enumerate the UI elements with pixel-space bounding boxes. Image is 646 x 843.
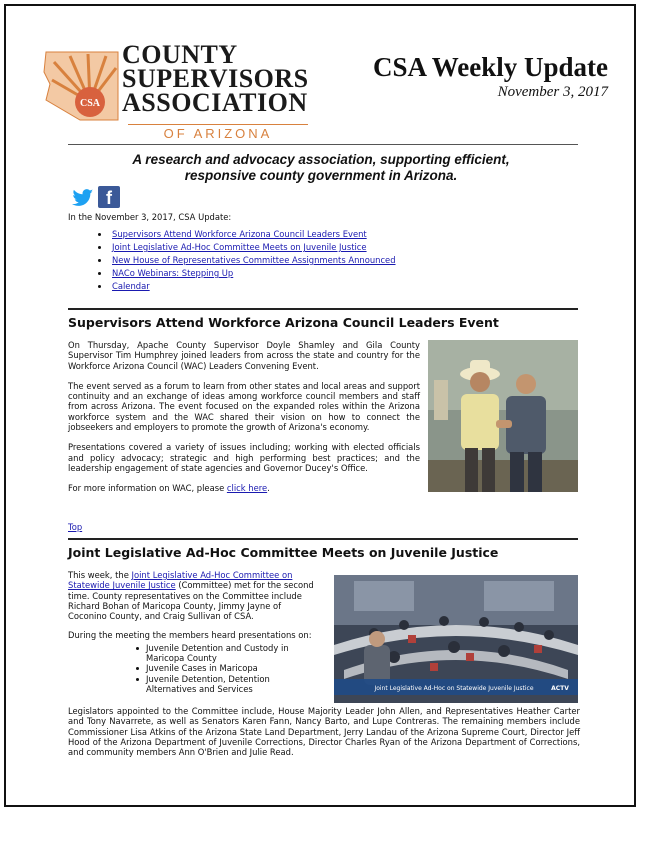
issue-intro: In the November 3, 2017, CSA Update: [68,212,232,222]
committee-meeting-photo [334,575,578,703]
section-title-juvenile-justice: Joint Legislative Ad-Hoc Committee Meets on Juvenile Justice [68,545,499,560]
paragraph: Presentations covered a variety of issues including; working with elected officials and policy advocacy; strategic and high performing best practices; and the leadership engagement of state agencies and Governor Ducey's Office. [68,442,420,473]
newsletter-title: CSA Weekly Update [372,52,608,82]
text: For more information on WAC, please [68,483,227,494]
list-item: Juvenile Detention, Detention Alternatives and Services [136,674,320,695]
logo-text-association: ASSOCIATION [122,88,308,117]
text: (Committee) met for the second time. County representatives on the Committee include Richard Bohan of Maricopa County, Jimmy Jayne of Coconino County, and Craig Sullivan of CSA. [68,580,314,622]
facebook-icon[interactable]: f [98,186,120,208]
tagline: A research and advocacy association, supporting efficient, responsive county government in Arizona. [132,152,510,183]
photo-illustration [334,575,578,703]
table-of-contents [98,228,396,293]
section-title-workforce: Supervisors Attend Workforce Arizona Council Leaders Event [68,315,499,330]
logo-text-of-arizona: OF ARIZONA [163,126,273,141]
top-link-text[interactable]: Top [68,522,83,532]
paragraph: During the meeting the members heard presentations on: [68,630,312,641]
arizona-emblem-icon [40,44,124,124]
logo-text-supervisors: SUPERVISORS [122,64,309,93]
section-divider [68,538,578,540]
header [6,6,634,156]
logo-divider [128,124,308,125]
toc-link-workforce[interactable]: Supervisors Attend Workforce Arizona Council Leaders Event [112,229,367,239]
emblem-text: CSA [79,98,101,109]
list-item: Juvenile Detention and Custody in Maricopa County [136,643,320,664]
section-divider [68,308,578,310]
toc-item [98,267,396,280]
newsletter-page [4,4,636,807]
photo-illustration [428,340,578,492]
toc-item [98,241,396,254]
paragraph: The event served as a forum to learn from other states and local areas and support continuity and an exchange of ideas among workforce council members and staff from across Arizona. The event focused on the expanded roles within the Arizona workforce system and the WAC shared their vision on how to connect the jobseekers and employers to promote the growth of Arizona's economy. [68,380,420,433]
photo-caption: Joint Legislative Ad-Hoc on Statewide Juvenile Justice [374,685,534,692]
toc-item [98,254,396,267]
logo-text-county: COUNTY [122,40,238,69]
workforce-event-photo [428,340,578,492]
twitter-icon[interactable] [72,188,94,208]
wac-click-here-link[interactable]: click here [226,483,268,494]
paragraph [68,483,420,493]
list-item: Juvenile Cases in Maricopa [136,663,320,673]
section-body-juvenile-justice [68,570,320,694]
presentation-list [68,643,320,694]
toc-item [98,228,396,241]
toc-item [98,280,396,293]
newsletter-date: November 3, 2017 [497,84,608,100]
csa-logo [40,40,309,144]
paragraph [68,570,320,621]
section-body-workforce [68,340,420,504]
committee-link[interactable]: Joint Legislative Ad-Hoc Committee on Statewide Juvenile Justice [68,570,293,591]
toc-link-committee-assignments[interactable]: New House of Representatives Committee Assignments Announced [112,255,396,265]
actv-logo: ACTV [551,685,569,692]
paragraph: Legislators appointed to the Committee include, House Majority Leader John Allen, and Representatives Heather Carter and Tony Navarrete, as well as Senators Karen Fann, Nancy Barto, and Lupe Contreras. The remaining members include Commissioner Lisa Atkins of the Arizona State Land Department, Jerry Landau of the Arizona Supreme Court, Director Jeff Hood of the Arizona Department of Juvenile Corrections, Director Charles Ryan of the Arizona Department of Corrections, and community members Ann O'Brien and Julie Read. [68,706,580,758]
toc-link-calendar[interactable]: Calendar [112,281,150,291]
text: This week, the [68,570,132,580]
toc-link-juvenile-justice[interactable]: Joint Legislative Ad-Hoc Committee Meets on Juvenile Justice [112,242,367,252]
text: . [267,483,270,494]
paragraph: On Thursday, Apache County Supervisor Doyle Shamley and Gila County Supervisor Tim Humphrey joined leaders from across the state and country for the Workforce Arizona Council (WAC) Leaders Convening Event. [68,340,420,371]
top-link[interactable] [68,522,82,532]
header-divider [68,144,578,145]
toc-link-naco-webinars[interactable]: NACo Webinars: Stepping Up [112,268,234,278]
